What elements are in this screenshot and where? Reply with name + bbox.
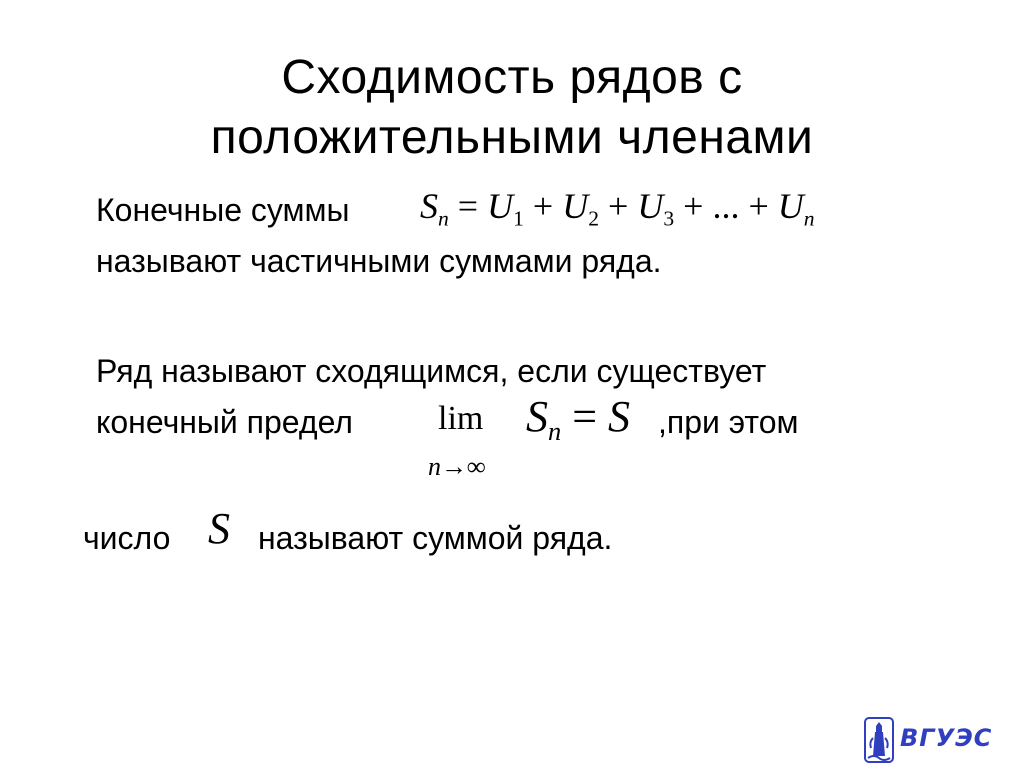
sum-intro-word: число (83, 520, 171, 556)
formula-U1: U (487, 186, 514, 226)
formula-Un-subscript: n (803, 206, 815, 231)
partial-sum-formula (420, 184, 815, 231)
partial-sums-definition: называют частичными суммами ряда. (96, 243, 662, 279)
convergence-definition-line-1: Ряд называют сходящимся, если существует (96, 353, 767, 389)
sum-symbol: S (208, 504, 230, 553)
limit-S-subscript: n (548, 416, 562, 447)
limit-S: S (526, 392, 548, 441)
formula-U2: U (562, 186, 589, 226)
lighthouse-emblem-icon (864, 716, 894, 764)
formula-U1-subscript: 1 (513, 206, 524, 231)
formula-S: S (420, 186, 438, 226)
title-line-2: положительными членами (210, 111, 814, 164)
title-line-1: Сходимость рядов с (281, 51, 743, 104)
limit-subscript: n→∞ (428, 452, 486, 481)
limit-value-S: S (608, 392, 631, 441)
limit-operator: lim (438, 400, 484, 437)
convergence-tail: ,при этом (658, 404, 799, 440)
formula-plus-3: + (683, 186, 704, 226)
formula-plus-2: + (608, 186, 629, 226)
convergence-definition-line-2: конечный предел (96, 404, 353, 440)
limit-expression (526, 392, 631, 447)
formula-plus-1: + (532, 186, 554, 226)
partial-sums-intro: Конечные суммы (96, 192, 350, 228)
formula-U3-subscript: 3 (663, 206, 675, 231)
formula-plus-4: + (748, 186, 769, 226)
logo-text: ВГУЭС (900, 724, 993, 752)
sum-definition: называют суммой ряда. (258, 520, 613, 556)
formula-equals: = (457, 186, 479, 226)
formula-U2-subscript: 2 (588, 206, 600, 231)
formula-Un: U (777, 186, 804, 226)
university-logo (864, 716, 994, 764)
formula-dots: ... (712, 186, 740, 226)
limit-equals: = (572, 392, 598, 441)
formula-U3: U (637, 186, 664, 226)
slide-title (0, 48, 1024, 168)
formula-S-subscript: n (438, 206, 449, 231)
